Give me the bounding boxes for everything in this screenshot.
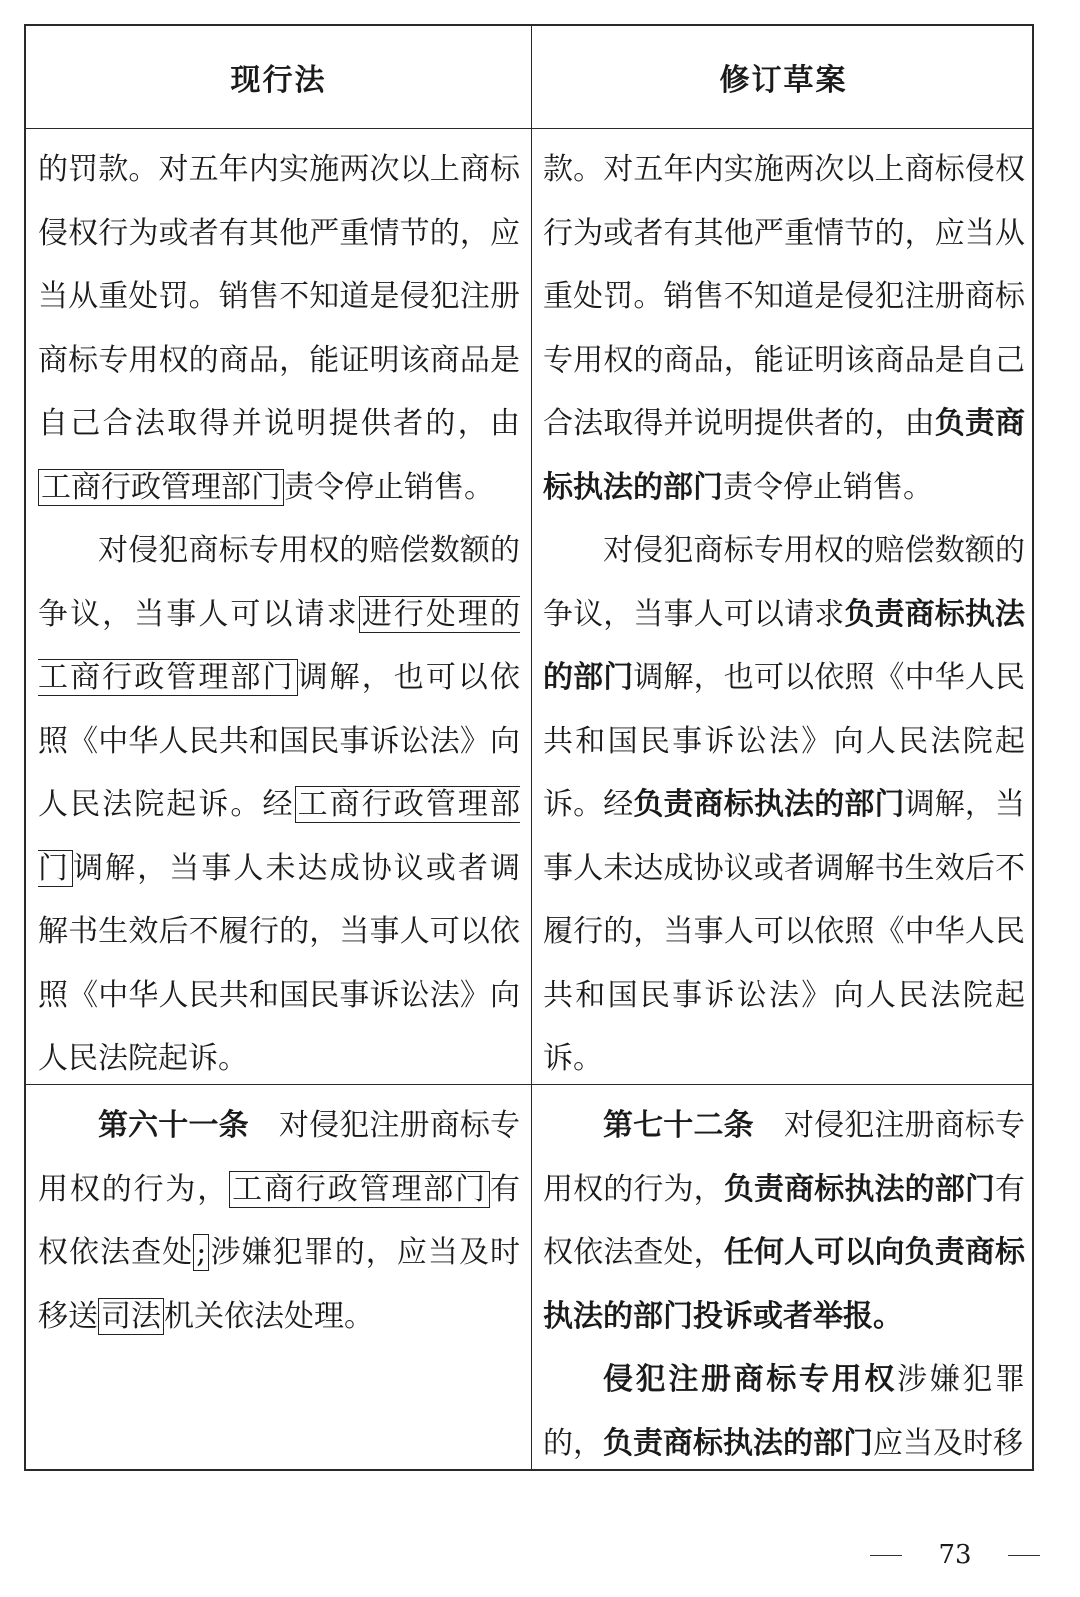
article-72-paragraph-2 — [543, 1348, 1025, 1475]
boxed-text: 司法 — [98, 1298, 164, 1335]
page-number: 73 — [938, 1540, 972, 1570]
text-run: 对侵犯注册商标专用权的行为， — [38, 1108, 521, 1207]
article-number: 第七十二条 — [603, 1108, 754, 1143]
text-run: 涉嫌犯罪的， — [543, 1362, 1025, 1461]
text-run: 涉嫌犯罪的，应当及时移送 — [38, 1235, 520, 1334]
row1-right-paragraph-2 — [543, 519, 1025, 1091]
text-run: 对侵犯商标专用权的赔偿数额的争议，当事人可以请求 — [38, 533, 520, 632]
row2-current-law-cell — [38, 1094, 520, 1348]
row2-revised-draft-cell — [543, 1094, 1025, 1475]
boxed-text: 工商行政管理部门 — [38, 787, 521, 886]
text-run: 应当及时移 — [873, 1425, 1023, 1461]
bold-text: 负责商标执法的部门 — [633, 787, 905, 822]
text-run: 对侵犯注册商标专用权的行为， — [543, 1108, 1026, 1207]
boxed-text: 工商行政管理部门 — [38, 469, 284, 506]
row1-left-paragraph-2 — [38, 519, 520, 1091]
text-run: 调解，也可以依照《中华人民共和国民事诉讼法》向人民法院起诉。经 — [543, 660, 1026, 822]
boxed-text: 工商行政管理部门 — [229, 1171, 490, 1208]
row1-right-paragraph-1 — [543, 138, 1025, 519]
row1-left-paragraph-1 — [38, 138, 520, 519]
article-72-paragraph-1 — [543, 1094, 1025, 1348]
article-number: 第六十一条 — [98, 1108, 249, 1143]
comparison-table — [24, 24, 1034, 1471]
footer-dash-right — [1008, 1555, 1040, 1556]
text-run: 调解，也可以依照《中华人民共和国民事诉讼法》向人民法院起诉。经 — [38, 660, 521, 822]
footer-dash-left — [870, 1555, 902, 1556]
article-61-paragraph — [38, 1094, 520, 1348]
header-divider — [26, 128, 1032, 129]
bold-text: 负责商标执法的部门 — [543, 596, 1026, 695]
text-run: 责令停止销售。 — [284, 469, 494, 505]
text-run: 调解，当事人未达成协议或者调解书生效后不履行的，当事人可以依照《中华人民共和国民事诉讼法》向人民法院起诉。 — [543, 787, 1026, 1076]
row1-current-law-cell — [38, 138, 520, 1091]
column-divider — [531, 26, 532, 1469]
bold-text: 负责商标执法的部门 — [603, 1425, 873, 1461]
boxed-text: 进行处理的工商行政管理部门 — [38, 596, 521, 695]
bold-text: 任何人可以向负责商标执法的部门投诉或者举报。 — [543, 1235, 1026, 1334]
text-run: 款。对五年内实施两次以上商标侵权行为或者有其他严重情节的，应当从重处罚。销售不知道是侵犯注册商标专用权的商品，能证明该商品是自己合法取得并说明提供者的，由 — [543, 152, 1025, 441]
bold-text: 负责商标执法的部门 — [543, 406, 1026, 505]
text-run: 有权依法查处 — [38, 1171, 521, 1270]
header-revised-draft: 修订草案 — [719, 63, 848, 98]
text-run: 对侵犯商标专用权的赔偿数额的争议，当事人可以请求 — [543, 533, 1025, 632]
text-run: 调解，当事人未达成协议或者调解书生效后不履行的，当事人可以依照《中华人民共和国民事诉讼法》向人民法院起诉。 — [38, 850, 521, 1076]
text-run: 责令停止销售。 — [723, 469, 933, 505]
text-run: 机关依法处理。 — [164, 1298, 374, 1334]
bold-text: 侵犯注册商标专用权 — [603, 1362, 897, 1397]
bold-text: 负责商标执法的部门 — [723, 1171, 996, 1207]
text-run: 的罚款。对五年内实施两次以上商标侵权行为或者有其他严重情节的，应当从重处罚。销售不知道是侵犯注册商标专用权的商品，能证明该商品是自己合法取得并说明提供者的，由 — [38, 152, 520, 441]
boxed-text: ; — [193, 1234, 209, 1271]
text-run: 有权依法查处， — [543, 1171, 1026, 1270]
row1-revised-draft-cell — [543, 138, 1025, 1091]
page-footer — [870, 1535, 1040, 1575]
header-current-law: 现行法 — [230, 63, 327, 98]
